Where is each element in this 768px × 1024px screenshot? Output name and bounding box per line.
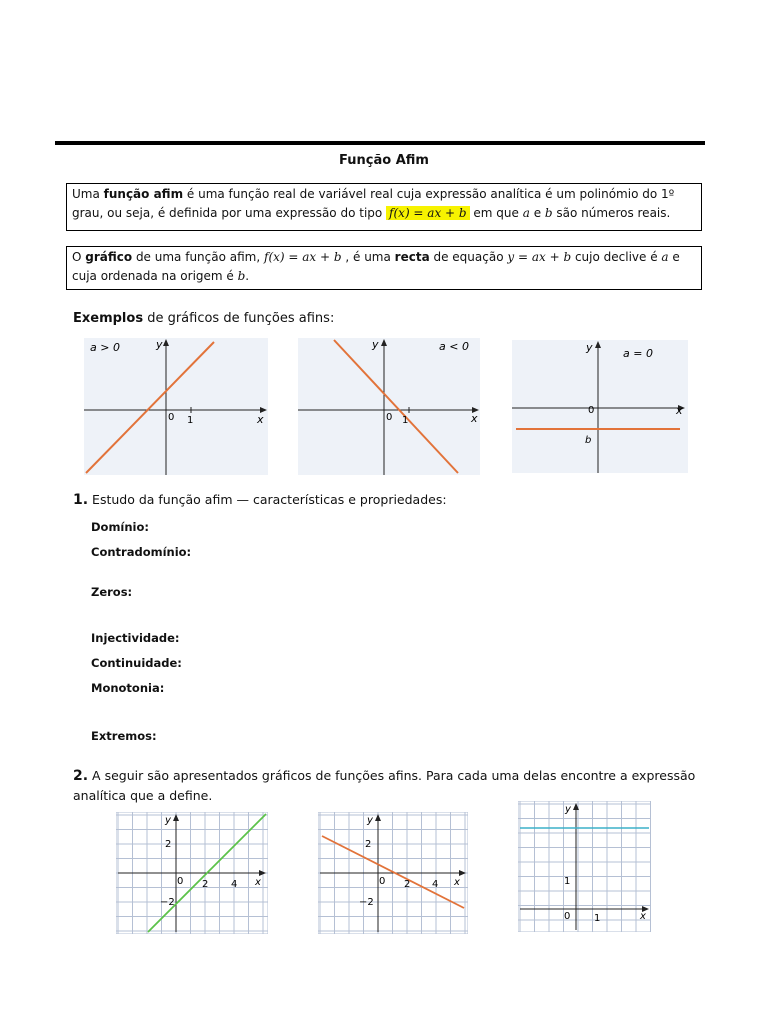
x-axis-label: x [255, 877, 261, 888]
var-b: b [237, 269, 246, 283]
graph-definition-box [66, 246, 702, 290]
tick-one-label: 1 [402, 415, 409, 426]
text: cujo declive é [571, 250, 662, 264]
example-graph-positive-slope [84, 338, 268, 475]
term-funcao-afim: função afim [103, 187, 184, 201]
exercise-graph-1 [116, 812, 268, 934]
origin-label: 0 [177, 876, 184, 887]
x-axis-label: x [454, 877, 460, 888]
text: de uma função afim, [132, 250, 264, 264]
x-axis-label: x [471, 412, 478, 425]
text: de equação [429, 250, 508, 264]
prop-continuidade: Continuidade: [91, 656, 182, 670]
prop-injectividade: Injectividade: [91, 631, 180, 645]
tick-y-2: 2 [365, 839, 372, 850]
y-axis-label: y [565, 804, 571, 815]
origin-label: 0 [386, 412, 393, 423]
text: são números reais. [552, 206, 671, 220]
slope-label: a < 0 [439, 340, 469, 353]
tick-x-4: 4 [432, 879, 439, 890]
example-graph-zero-slope [512, 340, 688, 473]
text: e [529, 206, 545, 220]
prop-monotonia: Monotonia: [91, 681, 165, 695]
section-number: 1. [73, 492, 89, 508]
section-1-heading [73, 492, 447, 508]
examples-bold: Exemplos [73, 311, 144, 326]
tick-x-4: 4 [231, 879, 238, 890]
tick-y-2: 2 [165, 839, 172, 850]
intercept-b-label: b [585, 435, 592, 446]
slope-label: a = 0 [623, 347, 653, 360]
tick-one-label: 1 [187, 415, 194, 426]
tick-y-1: 1 [564, 876, 571, 887]
y-axis-label: y [156, 338, 163, 351]
prop-contradominio: Contradomínio: [91, 545, 192, 559]
var-b: b [544, 206, 553, 220]
section-text: Estudo da função afim — características e propriedades: [92, 492, 447, 507]
formula: y = ax + b [507, 250, 572, 264]
prop-zeros: Zeros: [91, 585, 133, 599]
y-axis-label: y [367, 815, 373, 826]
text: e cuja ordenada na origem é [72, 250, 680, 283]
tick-x-2: 2 [404, 879, 411, 890]
tick-y-minus-2: −2 [160, 897, 175, 908]
slope-label: a > 0 [90, 341, 120, 354]
exercise-graph-2 [318, 812, 468, 934]
text: . [245, 269, 250, 283]
tick-x-1: 1 [594, 913, 601, 924]
section-2-heading [73, 766, 708, 805]
var-a: a [661, 250, 669, 264]
y-axis-label: y [372, 338, 379, 351]
term-grafico: gráfico [85, 250, 133, 264]
examples-heading [73, 311, 334, 326]
tick-y-minus-2: −2 [359, 897, 374, 908]
origin-label: 0 [564, 911, 571, 922]
text: é uma função real de variável real cuja expressão analítica é um polinómio do 1º grau, ou seja, é definida por uma expressão do tipo [72, 187, 675, 220]
origin-label: 0 [379, 876, 386, 887]
exercise-graph-3 [518, 801, 651, 932]
definition-box [66, 183, 702, 231]
section-number: 2. [73, 768, 89, 784]
var-a: a [522, 206, 530, 220]
x-axis-label: x [676, 404, 683, 417]
tick-x-2: 2 [202, 879, 209, 890]
origin-label: 0 [168, 412, 175, 423]
example-graph-negative-slope [298, 338, 480, 475]
y-axis-label: y [165, 815, 171, 826]
x-axis-label: x [257, 413, 264, 426]
page-title: Função Afim [339, 153, 429, 168]
text: Uma [72, 187, 104, 201]
y-axis-label: y [586, 341, 593, 354]
prop-dominio: Domínio: [91, 520, 149, 534]
term-recta: recta [394, 250, 430, 264]
section-text: A seguir são apresentados gráficos de funções afins. Para cada uma delas encontre a expressão analítica que a define. [73, 768, 696, 803]
formula: f(x) = ax + b [264, 250, 342, 264]
prop-extremos: Extremos: [91, 729, 157, 743]
top-rule [55, 141, 705, 145]
examples-rest: de gráficos de funções afins: [143, 311, 335, 326]
formula-highlight: f(x) = ax + b [386, 206, 470, 220]
origin-label: 0 [588, 405, 595, 416]
x-axis-label: x [640, 911, 646, 922]
text: O [72, 250, 86, 264]
text: , é uma [341, 250, 395, 264]
text: em que [469, 206, 523, 220]
